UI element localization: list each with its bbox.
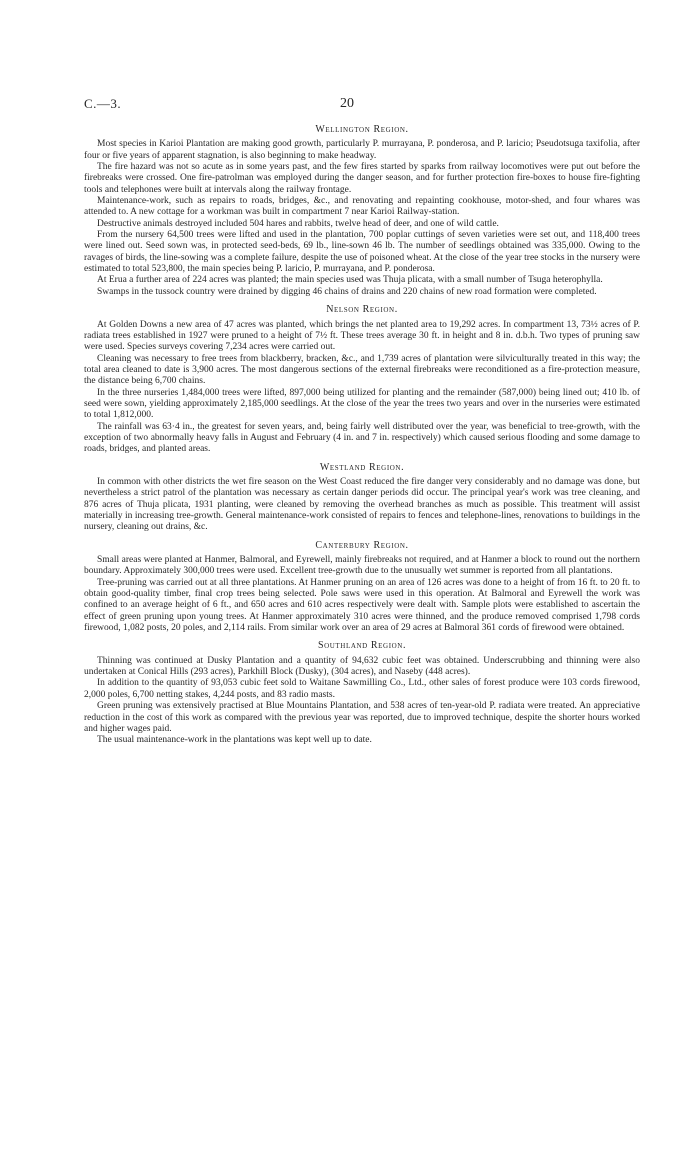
paragraph: In the three nurseries 1,484,000 trees were lifted, 897,000 being utilized for planting and the remainder (587,000) being lined out; 410 lb. of seed were sown, yielding approximately 2,185,000 seedlings. At the close of the year the trees two years and over in the nurseries were estimated to total 1,812,000.	[84, 387, 640, 421]
paragraph: Most species in Karioi Plantation are making good growth, particularly P. murrayana, P. ponderosa, and P. laricio; Pseudotsuga taxifolia, after four or five years of apparent stagnation, is also beginning to make headway.	[84, 139, 640, 161]
paragraph: The rainfall was 63·4 in., the greatest for seven years, and, being fairly well distributed over the year, was beneficial to tree-growth, with the exception of two abnormally heavy falls in August and February (4 in. and 7 in. respectively) which caused serious flooding and some damage to roads, bridges, and planted areas.	[84, 421, 640, 455]
region-heading: Nelson Region.	[326, 304, 398, 316]
region-nelson	[84, 304, 640, 455]
paragraph: At Erua a further area of 224 acres was planted; the main species used was Thuja plicata, with a small number of Tsuga heterophylla.	[97, 275, 603, 286]
page-number: 20	[340, 96, 354, 111]
region-wellington	[84, 124, 640, 298]
paragraph: The usual maintenance-work in the plantations was kept well up to date.	[97, 735, 372, 746]
paragraph: Tree-pruning was carried out at all three plantations. At Hanmer pruning on an area of 126 acres was done to a height of from 16 ft. to 20 ft. to obtain good-quality timber, final crop trees being selected. Pole saws were used in this operation. At Balmoral and Eyrewell the work was confined to an average height of 6 ft., and 650 acres and 610 acres respectively were dealt with. Sample plots were established to ascertain the effect of green pruning upon young trees. At Hanmer approximately 310 acres were thinned, and the produce removed comprised 1,798 cords firewood, 1,082 posts, 20 poles, and 2,114 rails. From similar work over an area of 29 acres at Balmoral 361 cords of firewood were obtained.	[84, 577, 640, 634]
page-header	[84, 98, 640, 116]
paragraph: Destructive animals destroyed included 504 hares and rabbits, twelve head of deer, and one of wild cattle.	[97, 218, 499, 229]
paragraph: Maintenance-work, such as repairs to roads, bridges, &c., and renovating and repainting cookhouse, motor-shed, and four whares was attended to. A new cottage for a workman was built in compartment 7 near Karioi Railway-station.	[84, 196, 640, 218]
paragraph: Green pruning was extensively practised at Blue Mountains Plantation, and 538 acres of ten-year-old P. radiata were treated. An appreciative reduction in the cost of this work as compared with the previous year was reported, due to improved technique, despite the shorter hours worked and higher wages paid.	[84, 701, 640, 734]
document-reference: C.—3.	[84, 96, 122, 111]
region-heading: Canterbury Region.	[315, 539, 409, 551]
paragraph: From the nursery 64,500 trees were lifted and used in the plantation, 700 poplar cuttings of seven varieties were set out, and 118,400 trees were lined out. Seed sown was, in protected seed-beds, 69 lb., line-sown 46 lb. The number of seedlings obtained was 335,000. Owing to the ravages of birds, the line-sowing was a complete failure, despite the use of poisoned wheat. At the close of the year tree stocks in the nursery were estimated to total 523,800, the main species being P. laricio, P. murrayana, and P. ponderosa.	[84, 230, 640, 275]
paragraph: Thinning was continued at Dusky Plantation and a quantity of 94,632 cubic feet was obtained. Underscrubbing and thinning were also undertaken at Conical Hills (293 acres), Parkhill Block (Dusky), (304 acres), and Naseby (448 acres).	[84, 655, 640, 678]
region-southland	[84, 640, 640, 746]
region-westland	[84, 462, 640, 534]
region-heading: Westland Region.	[319, 461, 405, 473]
region-heading: Southland Region.	[317, 640, 407, 652]
paragraph: Swamps in the tussock country were drained by digging 46 chains of drains and 220 chains of new road formation were completed.	[97, 286, 597, 297]
paragraph: The fire hazard was not so acute as in some years past, and the few fires started by sparks from railway locomotives were put out before the firebreaks were crossed. One fire-patrolman was employed during the danger season, and for further protection fire-boxes to house fire-fighting tools and telephones were built at intervals along the railway frontage.	[84, 162, 640, 195]
region-heading: Wellington Region.	[315, 124, 409, 135]
paragraph: Small areas were planted at Hanmer, Balmoral, and Eyrewell, mainly firebreaks not required, and at Hanmer a block to round out the northern boundary. Approximately 300,000 trees were used. Excellent tree-growth due to the unusually wet summer is reported from all plantations.	[84, 555, 640, 577]
region-canterbury	[84, 540, 640, 635]
paragraph: Cleaning was necessary to free trees from blackberry, bracken, &c., and 1,739 acres of plantation were silviculturally treated in this way; the total area cleaned to date is 3,900 acres. The most dangerous sections of the external firebreaks were reconditioned as a fire-protection measure, the distance being 6,700 chains.	[84, 353, 640, 387]
paragraph: In addition to the quantity of 93,053 cubic feet sold to Waitane Sawmilling Co., Ltd., other sales of forest produce were 103 cords firewood, 2,000 poles, 6,700 netting stakes, 4,244 posts, and 83 radio masts.	[84, 678, 640, 700]
paragraph: In common with other districts the wet fire season on the West Coast reduced the fire danger very considerably and no damage was done, but nevertheless a strict patrol of the plantation was necessary as certain danger periods did occur. The principal year's work was tree cleaning, and 876 acres of Thuja plicata, 1931 planting, were cleaned by removing the overhead branches as much as possible. This treatment will assist materially in increasing tree-growth. General maintenance-work consisted of repairs to fences and telephone-lines, renovations to buildings in the nursery, cleaning out drains, &c.	[84, 476, 640, 533]
paragraph: At Golden Downs a new area of 47 acres was planted, which brings the net planted area to 19,292 acres. In compartment 13, 73½ acres of P. radiata trees established in 1927 were pruned to a height of 7½ ft. These trees average 30 ft. in height and 8 in. d.b.h. Two types of pruning saw were used. Species surveys covering 7,234 acres were carried out.	[84, 319, 640, 353]
